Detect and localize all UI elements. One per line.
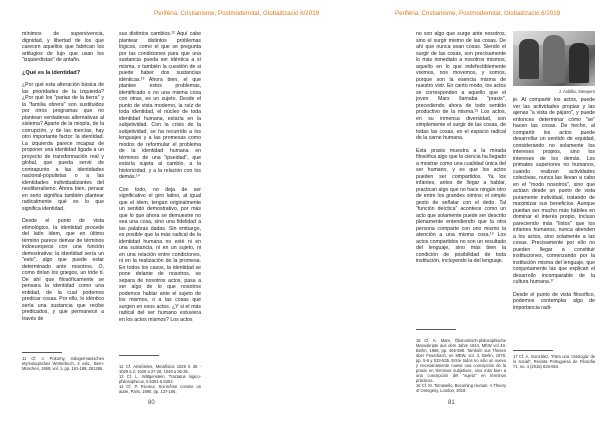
footnote-rule (513, 350, 553, 351)
paragraph: no son algo que surge ante nosotros, sino el surgir mismo de las cosas. De ahí que nunca sean cosas. Siendo el surgir de las cosas, son precisamente lo más inmediato a nosotros mismos, aquello en lo que indefectiblemente vivimos, nos movemos, y somos, porque son la esencia misma de nuestro vivir. En cierto modo, los actos se corresponden a aquello que el joven Marx llamaba "praxis", precediendo ahora de todo sentido productivo de la misma.¹⁵ Los actos, en su inmensa diversidad, son simplemente el surgir de las cosas, de todas las cosas, en el espacio radical de la carne humana. (416, 31, 506, 141)
section-heading: ¿Qué es la identidad? (22, 69, 81, 76)
footnote: 15 Cf. K. Marx, Ökonomisch-philosophische Manuskripte aus dem Jahre 1844, MEW vol 40, Berlin, 1968, pp. 465-588. También sus Thesen über Feuerbach, en MEW, vol. 3, Berlin, 1978, pp. 5-6 y 533-535. Entre todos no sólo un nuevo y necesariamente nueva una concepción de la praxis en términos subjetivos, sino más bien a una concepción del "sujeto" en términos prácticos. 16 Cf. M. Tomasello, Becoming Human. A Theory of Ontogeny, London, 2019. (416, 338, 506, 393)
footnote-block (119, 350, 201, 401)
footnote: 11 Cf. J. Pokorny, Indogermanisches etymologisches Wörterbuch, 2 vols., Bern-München, 1959; vol. 1, pp. 181-188, 281286. (22, 356, 104, 371)
photo-caption: J. Asbilla, Sleepers (558, 89, 595, 94)
page-number: 80 (148, 400, 155, 406)
running-header: Perifèria. Cristianisme, Postmodernitat, Globalització 6/2019 (395, 10, 561, 17)
paragraph: sus distintos cambios.¹² Aquí cabe plantear distintos problemas lógicos, como el que se pregunta por las condiciones para que una sustancia pueda ser idéntica a sí misma, o también la cuestión de si puede haber dos sustancias idénticas.¹³ Ahora bien, el que plantee estos problemas, identificado o no una misma cosa con otras, es un sujeto. Desde el punto de vista moderno, la raíz de toda identidad, el núcleo de toda identidad humana, estaría en la subjetividad. Con la crisis de la subjetividad, se ha recurrido a los lenguajes y a las promesas como modos de reformular el problema de la identidad humana en términos de una "ipseidad", que estaría sujeta al cambio, a la historicidad, y a la relación con los demás.¹⁴ (119, 31, 201, 180)
paragraph: ¿Por qué esta alteración básica de las prioridades de la izquierda? ¿Por qué los "parias de la tierra" y la "familia obrera" son sustituidos por otros programas que no plantean verdaderas alternativas al sistema? Aparte de la miopía, de la corrupción, y de las inercias, hay otro importante factor: la identidad. La izquierda parece incapaz de proponer una identidad ligada a un proyecto de transformación real y global, que pueda servir de contrapunto a las identidades nacional-populistas o a las identidades individualizantes del neoliberalismo. Ahora bien, pensar en serio significa también plantear radicalmente qué es lo que significa identidad. (22, 82, 104, 212)
footnote-rule (416, 329, 456, 330)
right-page (300, 0, 600, 424)
footnote-block (513, 350, 595, 371)
page-number: 81 (448, 400, 455, 406)
paragraph: Esta praxis muestra a la mirada filosófica algo que la ciencia ha llegado a mostrar como una cualidad única del ser humano, y es que los actos pueden ser compartidos. Ya los infantes, antes de llegar a hablar, practican algo que no hace ningún otro de entre los grandes simios: el simple gesto de señalar con el dedo. Tal "función deíctica" acontece como un acto que solamente puede ser descrito plenamente entendiendo que la otra persona comparte con uno mismo la atención a una misma cosa.¹⁶ Los actos compartidos no son un resultado del lenguaje, sino más bien la condición de posibilidad de toda institución, incluyendo la del lenguaje. (416, 147, 506, 264)
right-column-1 (416, 31, 506, 271)
footnote-block (416, 324, 506, 400)
paragraph: Desde el punto de vista etimológico, la identidad procede del latín ídem, que en último término parece derivar de términos indoeuropeos con una función demostrativa: la identidad sería un "esto", algo que puede estar determinado ante nosotros. O, como dirían los griegos, un tóde ti. De ahí que filosóficamente se pensara la identidad como una entidad, de la cual podemos predicar cosas. Por ello, lo idéntico sería una sustancia que recibe predicados, y que permanece a través de (22, 218, 104, 322)
footnote-block (22, 352, 104, 373)
photograph (513, 31, 595, 86)
paragraph: mínimos de supervivencia, dignidad, y libertad de los que carecen aquellos que fabrican los artilugios de lujo que usan los "izquierdistas" de antaño. (22, 31, 104, 63)
paragraph: Desde el punto de vista filosófico, podemos contemplar algo de importancia radi- (513, 291, 595, 311)
footnote: 17 Cf. A. González, "Para una 'ontología' de lo social", Revista Portuguesa de Filosofia 71, no. 4 (2015) 633-654. (513, 354, 595, 369)
left-column-2 (119, 31, 201, 329)
footnote: 12 Cf. Aristóteles, Metafísica 1028 b 36 - 1029 a 2; 1029 a 27-28; 1049 a 35-36. 13 Cf. L. Wittgenstein, Tractatus logico-philosophicus, 5.5301-5.5303. 14 Cf. P. Ricoeur, Soi-même comme un autre, Paris, 1990, pp. 137-166. (119, 364, 201, 394)
footnote-rule (119, 355, 159, 356)
right-column-2 (513, 97, 595, 317)
left-column-1 (22, 31, 104, 328)
running-header: Perifèria. Cristianisme, Postmodernitat, Globalització 6/2019 (154, 10, 320, 17)
footnote-rule (22, 352, 62, 353)
paragraph: je. Al compartir los actos, puede ver las actividades propias y las ajenas "a vista de pájaro", y puede entonces determinar cómo "se" hacen las cosas. De hecho, al compartir los actos puede desarrollar un sentido de equidad, considerando no solamente los intereses propios, sino los intereses de los demás. Los primates superiores no humanos, cuando realizan actividades colectivas, nunca las llevan a cabo en el "modo nosotros", sino que actúan desde un punto de vista puramente individual, tratando de maximizar sus beneficios. Aunque puedan ser mucho más hábiles en dominar el interés propio, incluso pareciendo más "listos" que los infantes humanos, nunca atienden a los actos, sino solamente a las cosas. Precisamente por ello no pueden llegar a constituir instituciones, comenzando por la institución misma del lenguaje, que conjuntamente las que explican el desarrollo incomparable de la cultura humana.¹⁷ (513, 97, 595, 285)
paragraph: Con todo, no deja de ser significativo el giro latino, al igual que el idem, tengan originalmente un sentido demostrativo, por más que lo que ahora se demuestre no sea una cosa, sino una fidelidad a las palabras dadas. Sin embargo, es posible que la más radical de la identidad humana no esté ni en una sustancia, ni en un sujeto, ni en una relación entre condiciones, ni en la realización de la promesa. En todos los casos, la identidad se pone delante de nosotros, se separa de nosotros actos, pasa a ser algo de lo que nosotros podemos hablar ante el sujeto de los mismos, o a las cosas que surgen en esos actos. ¿Y si el más radical del ser humano estuviera en los actos mismos? Los actos (119, 186, 201, 323)
